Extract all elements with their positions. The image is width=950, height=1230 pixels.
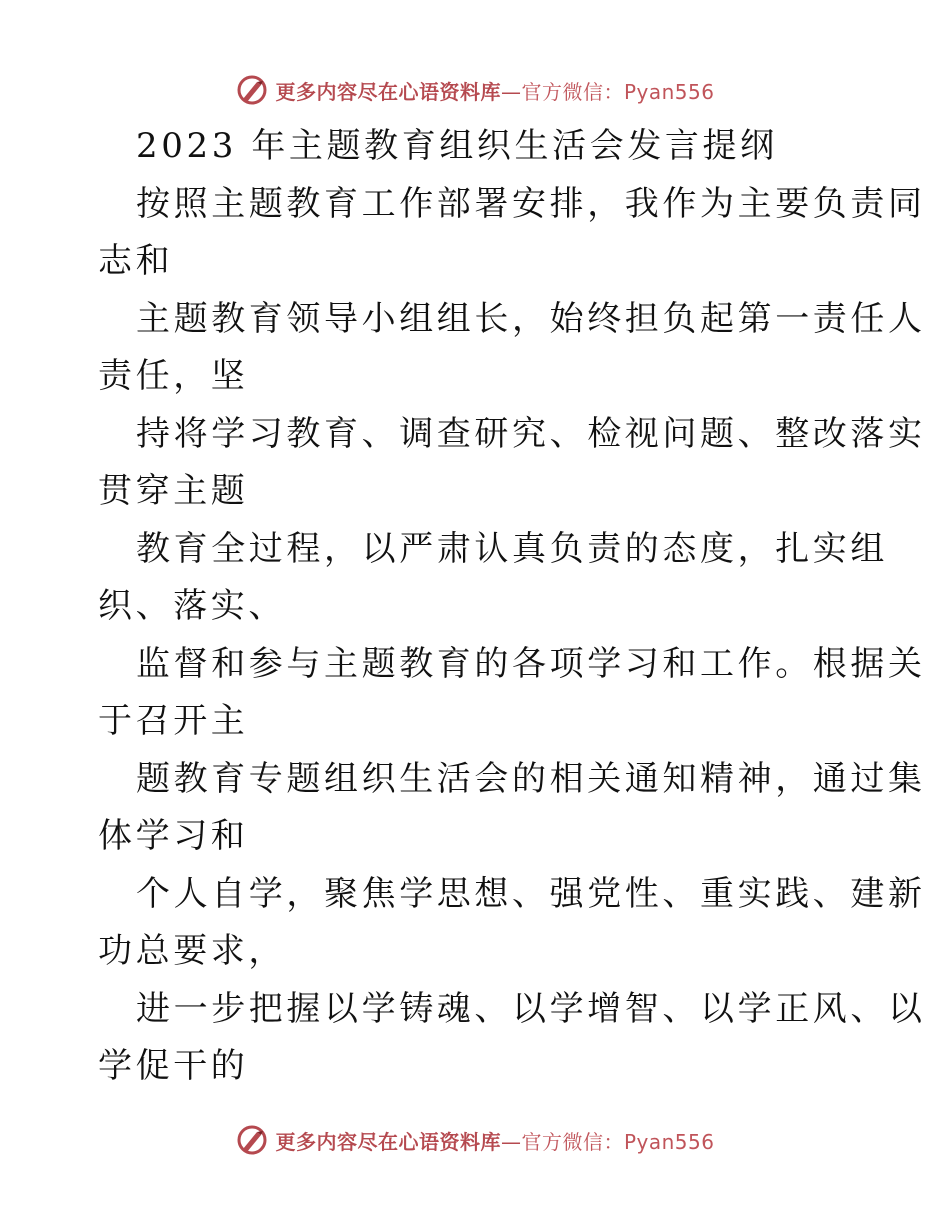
header-banner-text	[275, 76, 714, 105]
footer-banner-separator: —	[500, 1129, 522, 1154]
footer-banner-title: 更多内容尽在心语资料库	[275, 1129, 501, 1154]
footer-banner-text	[275, 1126, 714, 1155]
paragraph-line: 持将学习教育、调查研究、检视问题、整改落实	[136, 413, 926, 454]
pen-circle-logo-icon	[235, 73, 269, 107]
paragraph-line: 进一步把握以学铸魂、以学增智、以学正风、以	[136, 988, 926, 1029]
header-banner-title: 更多内容尽在心语资料库	[275, 79, 501, 104]
paragraph-line: 织、落实、	[98, 586, 286, 626]
header-banner-separator: —	[500, 79, 522, 104]
paragraph-line: 教育全过程，以严肃认真负责的态度，扎实组	[136, 528, 888, 569]
paragraph-line: 体学习和	[98, 816, 249, 856]
paragraph-line: 个人自学，聚焦学思想、强党性、重实践、建新	[136, 873, 926, 914]
document-title: 2023 年主题教育组织生活会发言提纲	[136, 126, 778, 166]
paragraph-line: 监督和参与主题教育的各项学习和工作。根据关	[136, 643, 926, 684]
paragraph-line: 学促干的	[98, 1046, 249, 1086]
paragraph-line: 主题教育领导小组组长，始终担负起第一责任人	[136, 298, 926, 339]
paragraph-line: 题教育专题组织生活会的相关通知精神，通过集	[136, 758, 926, 799]
paragraph-line: 功总要求，	[98, 931, 286, 971]
paragraph-line: 志和	[98, 241, 174, 281]
footer-banner	[0, 1120, 950, 1160]
header-banner	[0, 70, 950, 110]
paragraph-line: 责任，坚	[98, 356, 249, 396]
paragraph-line: 于召开主	[98, 701, 249, 741]
paragraph-line: 按照主题教育工作部署安排，我作为主要负责同	[136, 183, 926, 224]
paragraph-line: 贯穿主题	[98, 471, 249, 511]
header-banner-contact: 官方微信：Pyan556	[521, 79, 715, 104]
pen-circle-logo-icon	[235, 1123, 269, 1157]
document-body	[98, 118, 926, 1096]
footer-banner-contact: 官方微信：Pyan556	[521, 1129, 715, 1154]
